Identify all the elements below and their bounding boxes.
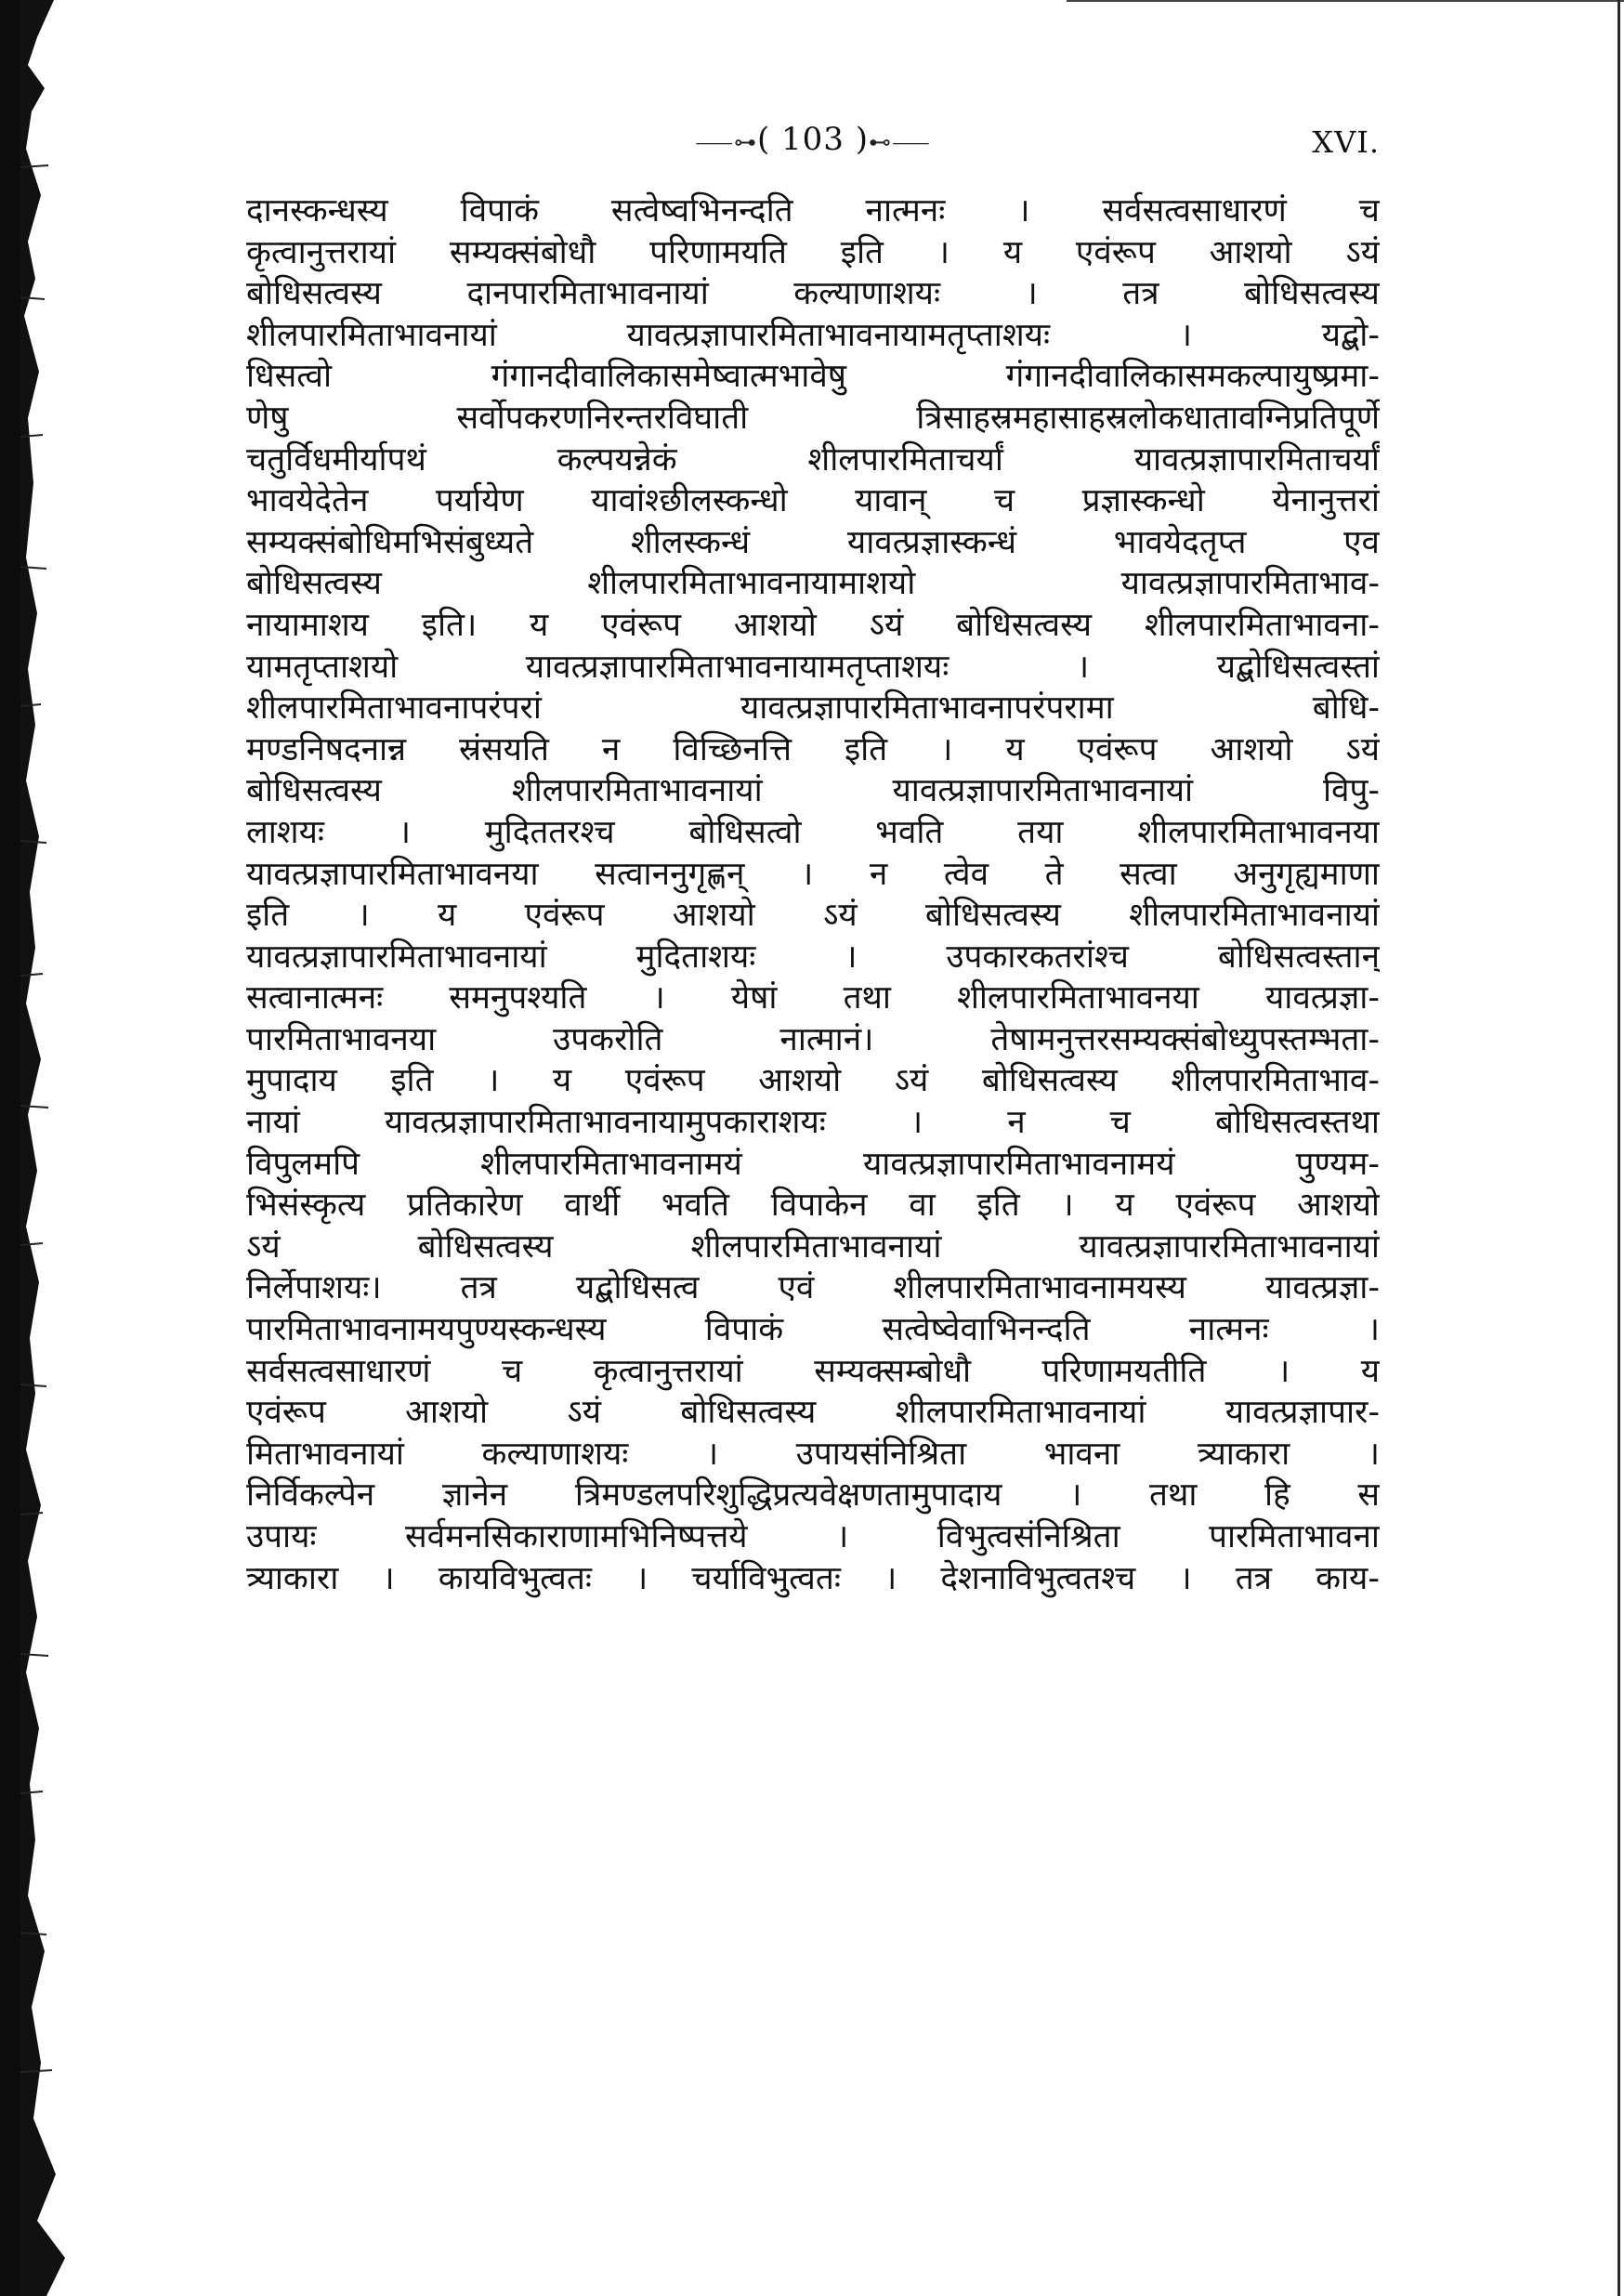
text-line: बोधिसत्वस्य शीलपारमिताभावनायां यावत्प्रज्ञापारमिताभावनायां विपु- (246, 772, 1380, 810)
text-line: धिसत्वो गंगानदीवालिकासमेष्वात्मभावेषु गंगानदीवालिकासमकल्पायुष्प्रमा- (246, 358, 1380, 396)
text-line: यावत्प्रज्ञापारमिताभावनया सत्वाननुगृह्णन् । न त्वेव ते सत्वा अनुगृह्यमाणा (246, 855, 1380, 893)
ornament-left-icon: ⸺⊶ (695, 129, 757, 155)
text-line: बोधिसत्वस्य शीलपारमिताभावनायामाशयो यावत्प्रज्ञापारमिताभाव- (246, 565, 1380, 603)
text-line: दानस्कन्धस्य विपाकं सत्वेष्वभिनन्दति नात्मनः । सर्वसत्वसाधारणं च (246, 192, 1380, 230)
text-line: त्र्याकारा । कायविभुत्वतः । चर्याविभुत्वतः । देशनाविभुत्वतश्च । तत्र काय- (246, 1559, 1380, 1597)
text-line: लाशयः । मुदिततरश्च बोधिसत्वो भवति तया शीलपारमिताभावनया (246, 813, 1380, 851)
text-line: भिसंस्कृत्य प्रतिकारेण वार्थी भवति विपाकेन वा इति । य एवंरूप आशयो (246, 1187, 1380, 1225)
binding-edge-graphic (0, 0, 74, 2296)
top-edge-rule (1067, 0, 1624, 2)
text-line: पारमिताभावनामयपुण्यस्कन्धस्य विपाकं सत्वेष्वेवाभिनन्दति नात्मनः । (246, 1311, 1380, 1349)
text-line: निर्लेपाशयः। तत्र यद्बोधिसत्व एवं शीलपारमिताभावनामयस्य यावत्प्रज्ञा- (246, 1269, 1380, 1307)
text-line: यावत्प्रज्ञापारमिताभावनायां मुदिताशयः । उपकारकतरांश्च बोधिसत्वस्तान् (246, 938, 1380, 976)
text-line: यामतृप्ताशयो यावत्प्रज्ञापारमिताभावनायामतृप्ताशयः । यद्बोधिसत्वस्तां (246, 648, 1380, 686)
text-line: सर्वसत्वसाधारणं च कृत्वानुत्तरायां सम्यक्सम्बोधौ परिणामयतीति । य (246, 1352, 1380, 1390)
text-line: निर्विकल्पेन ज्ञानेन त्रिमण्डलपरिशुद्धिप्रत्यवेक्षणतामुपादाय । तथा हि स (246, 1476, 1380, 1515)
text-line: भावयेदेतेन पर्यायेण यावांश्छीलस्कन्धो यावान् च प्रज्ञास्कन्धो येनानुत्तरां (246, 482, 1380, 520)
text-line: णेषु सर्वोपकरणनिरन्तरविघाती त्रिसाहस्रमहासाहस्रलोकधातावग्निप्रतिपूर्णे (246, 399, 1380, 437)
body-text (246, 190, 1380, 1599)
text-line: ऽयं बोधिसत्वस्य शीलपारमिताभावनायां यावत्प्रज्ञापारमिताभावनायां (246, 1227, 1380, 1266)
text-line: कृत्वानुत्तरायां सम्यक्संबोधौ परिणामयति इति । य एवंरूप आशयो ऽयं (246, 233, 1380, 271)
text-line: बोधिसत्वस्य दानपारमिताभावनायां कल्याणाशयः । तत्र बोधिसत्वस्य (246, 275, 1380, 313)
page-header (246, 121, 1380, 177)
text-line: पारमिताभावनया उपकरोति नात्मानं। तेषामनुत्तरसम्यक्संबोध्युपस्तम्भता- (246, 1020, 1380, 1058)
text-line: सम्यक्संबोधिमभिसंबुध्यते शीलस्कन्धं यावत्प्रज्ञास्कन्धं भावयेदतृप्त एव (246, 523, 1380, 561)
binding-edge (0, 0, 74, 2296)
text-line: मण्डनिषदनान्न स्रंसयति न विच्छिनत्ति इति । य एवंरूप आशयो ऽयं (246, 730, 1380, 768)
ornament-right-icon: ⊷⸺ (869, 129, 931, 155)
page-number: ( 103 ) (756, 121, 870, 158)
text-line: चतुर्विधमीर्यापथं कल्पयन्नेकं शीलपारमिताचर्यां यावत्प्रज्ञापारमिताचर्यां (246, 440, 1380, 479)
text-line: नायामाशय इति। य एवंरूप आशयो ऽयं बोधिसत्वस्य शीलपारमिताभावना- (246, 606, 1380, 644)
text-line: मुपादाय इति । य एवंरूप आशयो ऽयं बोधिसत्वस्य शीलपारमिताभाव- (246, 1062, 1380, 1100)
text-line: शीलपारमिताभावनायां यावत्प्रज्ञापारमिताभावनायामतृप्ताशयः । यद्बो- (246, 316, 1380, 354)
text-line: इति । य एवंरूप आशयो ऽयं बोधिसत्वस्य शीलपारमिताभावनायां (246, 897, 1380, 935)
text-line: मिताभावनायां कल्याणाशयः । उपायसंनिश्रिता भावना त्र्याकारा । (246, 1435, 1380, 1473)
section-number: XVI. (1312, 125, 1380, 160)
right-edge-rule (1617, 0, 1620, 2296)
text-line: नायां यावत्प्रज्ञापारमिताभावनायामुपकाराशयः । न च बोधिसत्वस्तथा (246, 1104, 1380, 1142)
text-line: सत्वानात्मनः समनुपश्यति । येषां तथा शीलपारमिताभावनया यावत्प्रज्ञा- (246, 979, 1380, 1017)
text-line: एवंरूप आशयो ऽयं बोधिसत्वस्य शीलपारमिताभावनायां यावत्प्रज्ञापार- (246, 1394, 1380, 1432)
text-line: उपायः सर्वमनसिकाराणामभिनिष्पत्तये । विभुत्वसंनिश्रिता पारमिताभावना (246, 1518, 1380, 1555)
text-line: विपुलमपि शीलपारमिताभावनामयं यावत्प्रज्ञापारमिताभावनामयं पुण्यम- (246, 1145, 1380, 1183)
text-line: शीलपारमिताभावनापरंपरां यावत्प्रज्ञापारमिताभावनापरंपरामा बोधि- (246, 689, 1380, 728)
page-number-line (246, 121, 1380, 158)
